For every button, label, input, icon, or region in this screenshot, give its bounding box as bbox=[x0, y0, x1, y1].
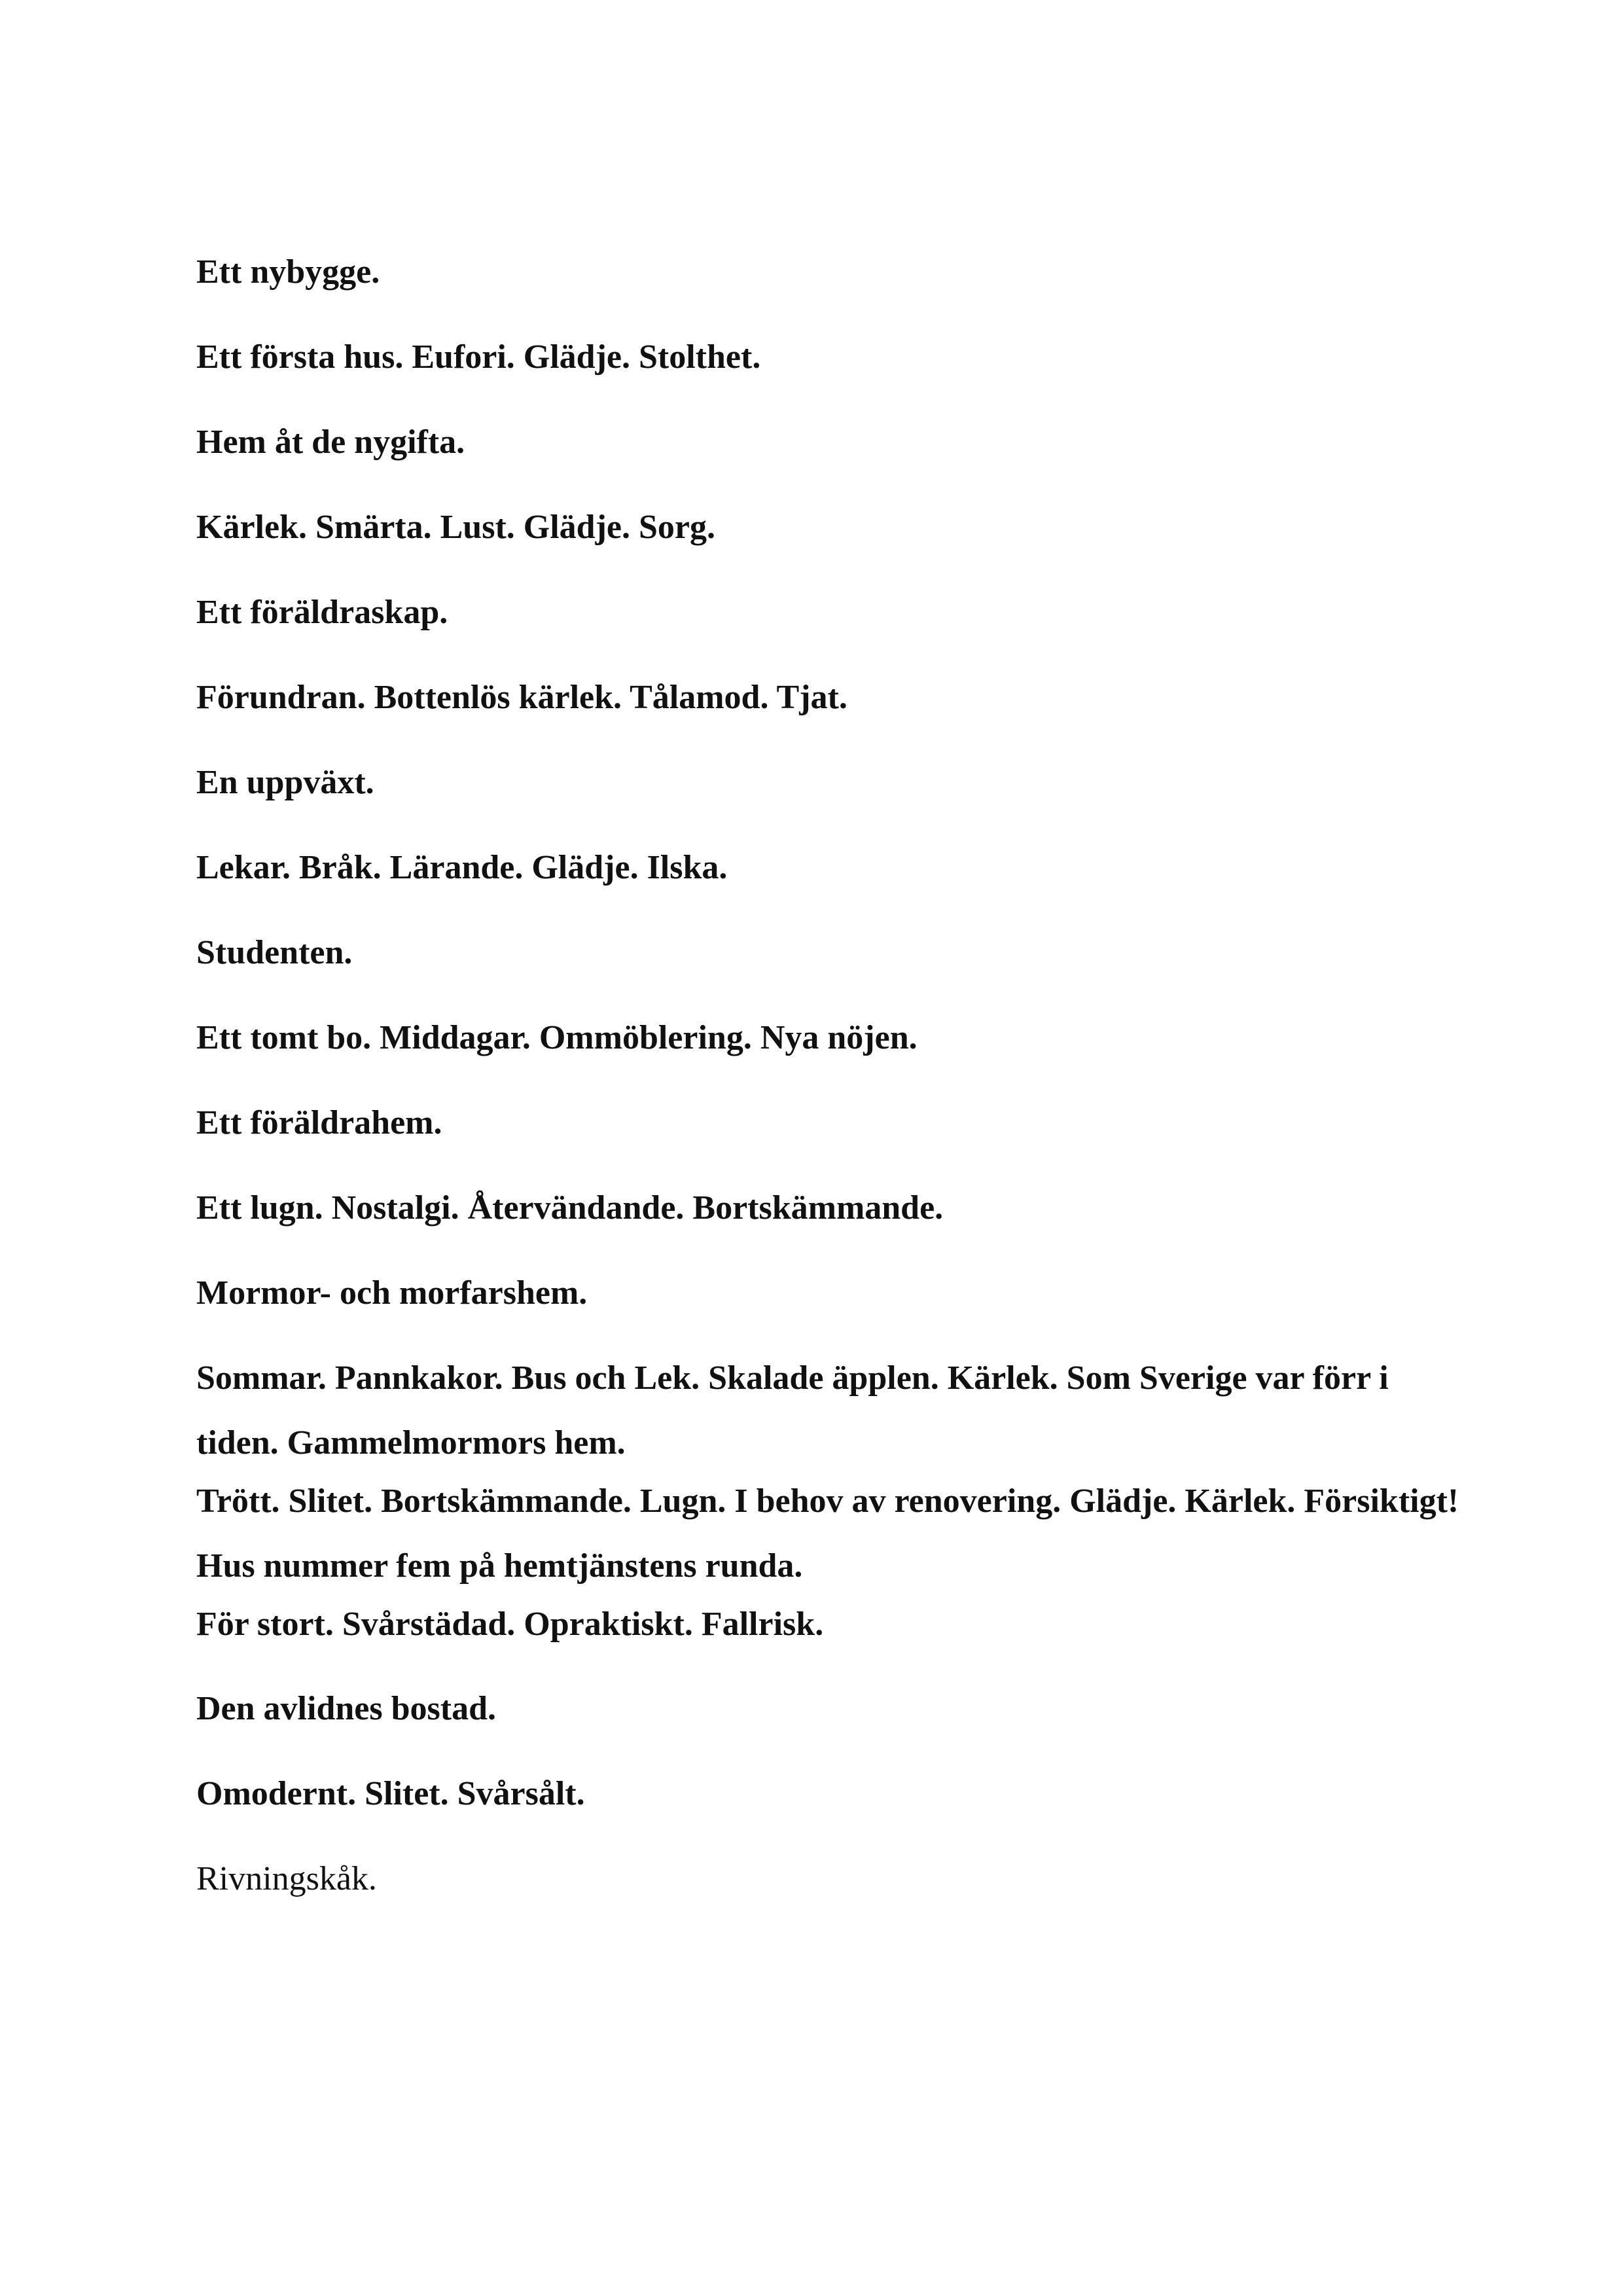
poem-line: Ett nybygge. bbox=[196, 253, 380, 291]
poem-line: Ett första hus. Eufori. Glädje. Stolthet. bbox=[196, 338, 761, 376]
poem-line: Trött. Slitet. Bortskämmande. Lugn. I behov av renovering. Glädje. Kärlek. Försiktigt! Hus nummer fem på hemtjänstens runda. bbox=[196, 1482, 1459, 1585]
poem-line: Studenten. bbox=[196, 934, 353, 971]
poem-line: Den avlidnes bostad. bbox=[196, 1690, 496, 1727]
poem-line: Ett föräldraskap. bbox=[196, 594, 448, 631]
poem-text bbox=[196, 253, 1472, 1945]
poem-last-line: Rivningskåk. bbox=[196, 1860, 377, 1897]
poem-line: Ett lugn. Nostalgi. Återvändande. Bortskämmande. bbox=[196, 1189, 944, 1227]
poem-line: Omodernt. Slitet. Svårsålt. bbox=[196, 1775, 585, 1812]
poem-line: En uppväxt. bbox=[196, 764, 374, 801]
poem-line: Hem åt de nygifta. bbox=[196, 423, 465, 461]
poem-line: Ett tomt bo. Middagar. Ommöblering. Nya nöjen. bbox=[196, 1019, 918, 1056]
poem-line: Förundran. Bottenlös kärlek. Tålamod. Tjat. bbox=[196, 679, 847, 716]
poem-line: Mormor- och morfarshem. bbox=[196, 1274, 588, 1312]
poem-line: Lekar. Bråk. Lärande. Glädje. Ilska. bbox=[196, 849, 728, 886]
poem-line: För stort. Svårstädad. Opraktiskt. Fallrisk. bbox=[196, 1605, 824, 1643]
poem-line: Sommar. Pannkakor. Bus och Lek. Skalade äpplen. Kärlek. Som Sverige var förr i tiden. Gammelmormors hem. bbox=[196, 1359, 1389, 1462]
poem-line: Ett föräldrahem. bbox=[196, 1104, 442, 1141]
poem-line: Kärlek. Smärta. Lust. Glädje. Sorg. bbox=[196, 509, 715, 546]
